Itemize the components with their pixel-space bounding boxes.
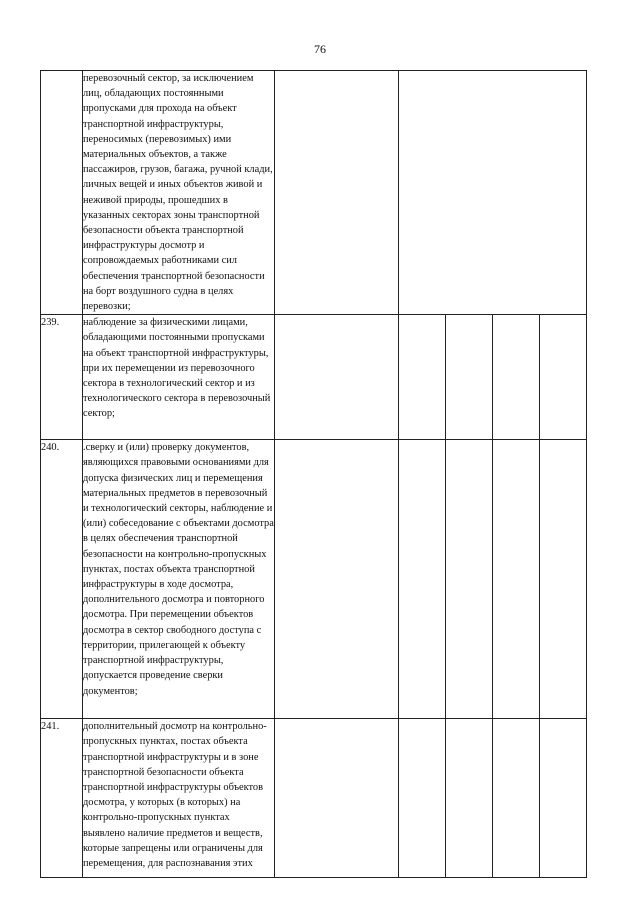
row-number: 240. bbox=[41, 440, 83, 719]
empty-cell bbox=[275, 71, 399, 315]
empty-cell-group bbox=[399, 440, 587, 719]
row-text: дополнительный досмотр на контрольно-пропускных пунктах, постах объекта транспортной инфраструктуры и в зоне транспортной безопасности объекта транспортной инфраструктуры объектов досмотра, у которых (в которых) на контрольно-пропускных пунктах выявлено наличие предметов и веществ, которые запрещены или ограничены для перемещения, для распознавания этих bbox=[83, 719, 275, 878]
row-text: перевозочный сектор, за исключением лиц, обладающих постоянными пропусками для прохода на объект транспортной инфраструктуры, переносимых (перевозимых) ими материальных объектов, а также пассажиров, грузов, багажа, ручной клади, личных вещей и иных объектов живой и неживой природы, прошедших в указанных секторах зоны транспортной безопасности объекта транспортной инфраструктуры досмотр и сопровождаемых работниками сил обеспечения транспортной безопасности на борт воздушного судна в целях перевозки; bbox=[83, 71, 275, 315]
sub-cell bbox=[493, 440, 540, 718]
row-number bbox=[41, 71, 83, 315]
empty-cell-group bbox=[399, 719, 587, 878]
sub-cell bbox=[493, 719, 540, 877]
sub-cell bbox=[493, 315, 540, 439]
empty-cell bbox=[275, 719, 399, 878]
row-text: .сверку и (или) проверку документов, являющихся правовыми основаниями для допуска физических лиц и перемещения материальных предметов в перевозочный и технологический секторы, наблюдение и (или) собеседование с объектами досмотра в целях обеспечения транспортной безопасности на контрольно-пропускных пунктах, постах объекта транспортной инфраструктуры в ходе досмотра, дополнительного досмотра и повторного досмотра. При перемещении объектов досмотра в сектор свободного доступа с территории, прилегающей к объекту транспортной инфраструктуры, допускается проведение сверки документов; bbox=[83, 440, 275, 719]
sub-cell bbox=[539, 719, 586, 877]
sub-cell bbox=[446, 440, 493, 718]
empty-cell-group bbox=[399, 315, 587, 440]
sub-cell bbox=[399, 315, 446, 439]
sub-columns bbox=[399, 440, 586, 718]
row-text: наблюдение за физическими лицами, обладающими постоянными пропусками на объект транспортной инфраструктуры, при их перемещении из перевозочного сектора в технологический сектор и из технологического сектора в перевозочный сектор; bbox=[83, 315, 275, 440]
sub-columns bbox=[399, 315, 586, 439]
row-number: 239. bbox=[41, 315, 83, 440]
table-row bbox=[41, 440, 587, 719]
row-number: 241. bbox=[41, 719, 83, 878]
table-row bbox=[41, 71, 587, 315]
empty-cell bbox=[275, 315, 399, 440]
sub-cell bbox=[399, 719, 446, 877]
table-row bbox=[41, 719, 587, 878]
sub-cell bbox=[446, 719, 493, 877]
page-number: 76 bbox=[314, 42, 326, 56]
sub-cell bbox=[539, 440, 586, 718]
sub-columns bbox=[399, 719, 586, 877]
sub-cell bbox=[399, 440, 446, 718]
table-row bbox=[41, 315, 587, 440]
empty-cell bbox=[399, 71, 587, 315]
sub-cell bbox=[446, 315, 493, 439]
requirements-table bbox=[40, 70, 587, 878]
sub-cell bbox=[539, 315, 586, 439]
empty-cell bbox=[275, 440, 399, 719]
